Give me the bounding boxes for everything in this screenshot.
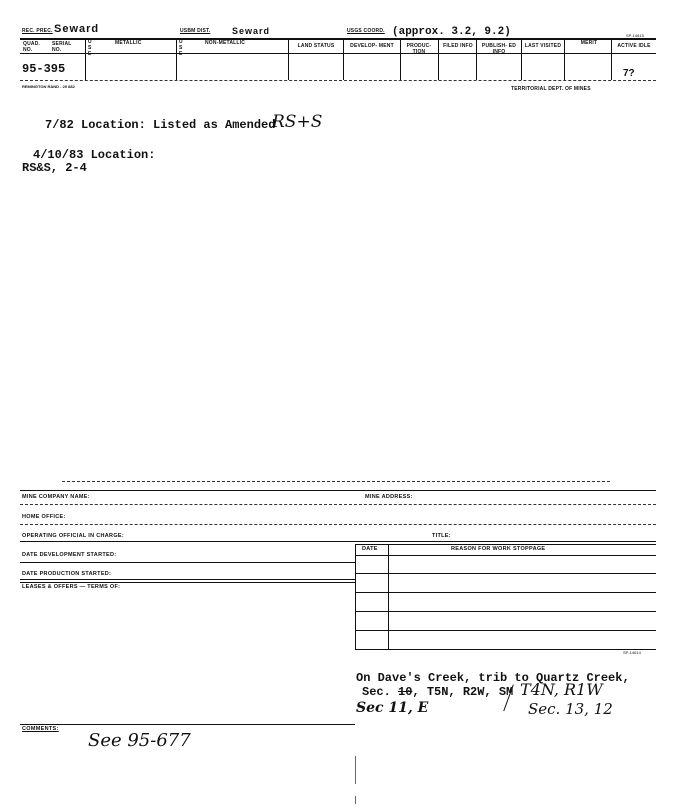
record-number: 95-395	[22, 62, 66, 76]
use-label-nonmetallic: U S E	[179, 39, 183, 57]
location-line-2	[362, 685, 513, 699]
filed-info-label: FILED INFO	[443, 43, 473, 49]
form-number-bottom: SP-14614	[623, 650, 641, 655]
production-label: PRODUC- TION	[406, 43, 432, 55]
comments-handwritten: See 95-677	[88, 730, 191, 751]
mine-company-name-label: MINE COMPANY NAME:	[22, 494, 90, 500]
location-handwritten-a: Sec 11, E	[356, 700, 429, 716]
location-sec-rest: , T5N, R2W, SM	[412, 685, 514, 699]
note-line-1: 7/82 Location: Listed as Amended	[45, 118, 276, 132]
location-handwritten-b: T4N, R1W	[520, 680, 603, 699]
location-line-1: On Dave's Creek, trib to Quartz Creek,	[356, 671, 630, 685]
non-metallic-label: NON-METALLIC	[205, 40, 246, 46]
date-development-started-label: DATE DEVELOPMENT STARTED:	[22, 552, 117, 558]
date-column-header: DATE	[362, 546, 378, 552]
note-line-2: 4/10/83 Location:	[33, 148, 156, 162]
development-label: DEVELOP- MENT	[350, 43, 394, 49]
reason-column-header: REASON FOR WORK STOPPAGE	[451, 546, 546, 552]
land-status-label: LAND STATUS	[297, 43, 335, 49]
comments-label: COMMENTS:	[22, 726, 59, 732]
usbm-dist-value: Seward	[232, 26, 271, 36]
active-idle-label: ACTIVE IDLE	[617, 43, 651, 49]
quad-no-label: QUAD. NO.	[23, 41, 41, 53]
published-info-label: PUBLISH- ED INFO	[481, 43, 517, 55]
department-name: TERRITORIAL DEPT. OF MINES	[511, 86, 591, 92]
title-label: TITLE:	[432, 533, 451, 539]
usgs-coord-label: USGS COORD.	[347, 28, 385, 34]
note-line-3: RS&S, 2-4	[22, 161, 87, 175]
usgs-coord-value: (approx. 3.2, 9.2)	[392, 26, 511, 38]
metallic-label: METALLIC	[115, 40, 142, 46]
mine-address-label: MINE ADDRESS:	[365, 494, 413, 500]
date-production-started-label: DATE PRODUCTION STARTED:	[22, 571, 112, 577]
location-sec-prefix: Sec.	[362, 685, 391, 699]
active-idle-value: 7?	[623, 68, 635, 79]
use-label-metallic: U S E	[88, 39, 92, 57]
last-visited-label: LAST VISITED	[524, 43, 562, 49]
rec-prec-label: REC. PREC.	[22, 28, 53, 34]
operating-official-label: OPERATING OFFICIAL IN CHARGE:	[22, 533, 124, 539]
merit-label: MERIT	[580, 40, 598, 46]
location-sec-struck: 10	[398, 685, 413, 699]
rec-prec-value: Seward	[54, 23, 100, 35]
form-number-top: SP-14615	[626, 33, 644, 38]
serial-no-label: SERIAL NO.	[52, 41, 72, 53]
usbm-dist-label: USBM DIST.	[180, 28, 211, 34]
home-office-label: HOME OFFICE:	[22, 514, 66, 520]
location-handwritten-c: Sec. 13, 12	[528, 700, 613, 718]
note-line-1-handwritten: RS+S	[272, 112, 323, 132]
leases-offers-label: LEASES & OFFERS — TERMS OF:	[22, 584, 121, 590]
printer-line: REMINGTON RAND - 20 882	[22, 84, 75, 89]
